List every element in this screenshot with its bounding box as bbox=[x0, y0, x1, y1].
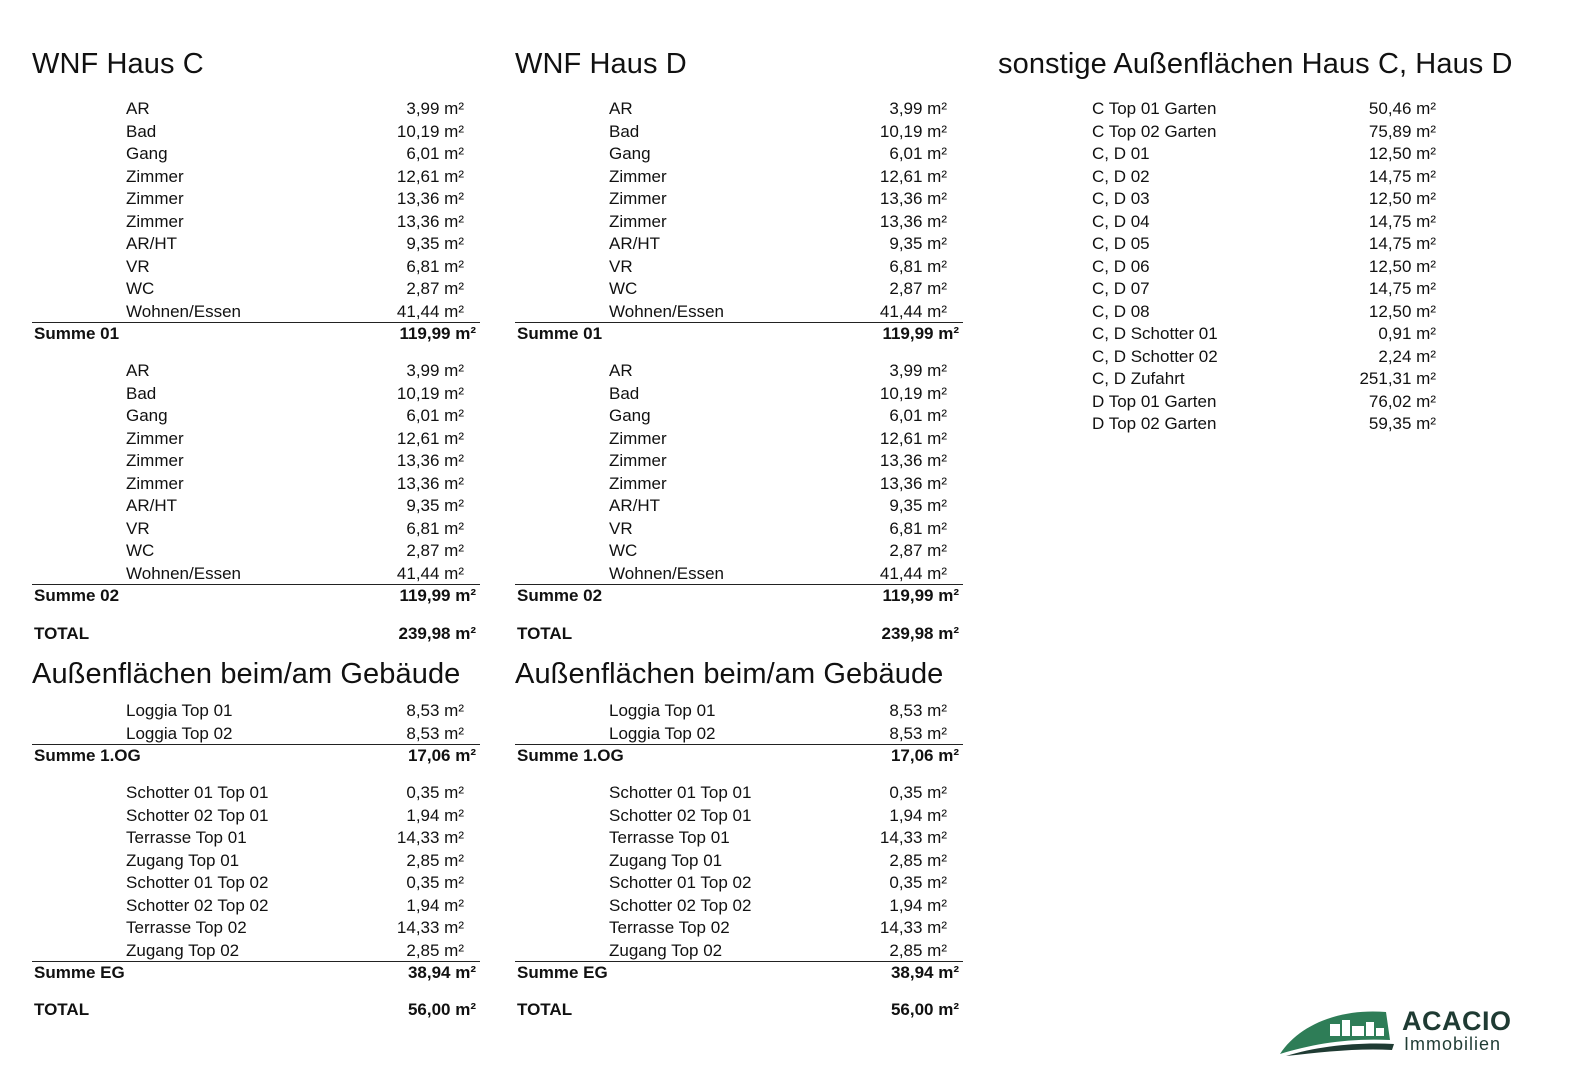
room-label: VR bbox=[609, 256, 633, 276]
area-value: 12,50 m² bbox=[1368, 144, 1436, 163]
area-value: 1,94 m² bbox=[406, 805, 464, 825]
room-label: Wohnen/Essen bbox=[126, 563, 241, 583]
room-label: Schotter 01 Top 02 bbox=[609, 873, 752, 892]
area-row bbox=[32, 540, 480, 563]
area-row bbox=[32, 850, 480, 873]
room-label: Zimmer bbox=[126, 211, 184, 231]
area-value: 6,01 m² bbox=[406, 144, 464, 163]
logo-name: ACACIO bbox=[1402, 1006, 1512, 1036]
room-label: Bad bbox=[609, 383, 640, 403]
area-row bbox=[515, 540, 963, 563]
area-row bbox=[1092, 391, 1452, 414]
area-value: 10,19 m² bbox=[396, 383, 464, 403]
area-value: 2,85 m² bbox=[406, 940, 464, 960]
area-label: C Top 02 Garten bbox=[1092, 121, 1217, 141]
area-row bbox=[1092, 301, 1452, 324]
area-label: C, D 01 bbox=[1092, 144, 1150, 163]
area-row bbox=[32, 827, 480, 850]
area-value: 3,99 m² bbox=[889, 361, 947, 380]
room-label: Bad bbox=[609, 121, 640, 141]
haus-d-outside-heading: Außenflächen beim/am Gebäude bbox=[515, 658, 944, 690]
area-value: 13,36 m² bbox=[879, 473, 947, 493]
haus-c-eg-block bbox=[32, 782, 480, 986]
room-label: WC bbox=[609, 279, 638, 298]
area-row bbox=[32, 360, 480, 383]
room-label: Gang bbox=[126, 144, 168, 163]
area-value: 14,33 m² bbox=[879, 828, 947, 847]
area-row bbox=[32, 917, 480, 940]
area-row bbox=[32, 723, 480, 746]
room-label: Zimmer bbox=[126, 189, 184, 208]
area-value: 14,33 m² bbox=[879, 918, 947, 937]
area-value: 13,36 m² bbox=[396, 189, 464, 208]
sum-row bbox=[515, 322, 963, 347]
room-label: WC bbox=[126, 279, 155, 298]
sum-value: 17,06 m² bbox=[890, 746, 959, 765]
area-value: 2,85 m² bbox=[406, 850, 464, 870]
area-row bbox=[32, 233, 480, 256]
area-value: 12,61 m² bbox=[396, 428, 464, 448]
area-row bbox=[1092, 98, 1452, 121]
area-row bbox=[32, 166, 480, 189]
area-value: 13,36 m² bbox=[879, 189, 947, 208]
haus-d-block2 bbox=[515, 360, 963, 609]
area-row bbox=[515, 805, 963, 828]
area-value: 14,75 m² bbox=[1368, 279, 1436, 298]
area-value: 12,50 m² bbox=[1368, 256, 1436, 276]
area-row bbox=[515, 256, 963, 279]
room-label: AR bbox=[609, 361, 633, 380]
area-row bbox=[1092, 413, 1452, 436]
area-row bbox=[515, 143, 963, 166]
area-value: 14,33 m² bbox=[396, 828, 464, 847]
haus-d-block1 bbox=[515, 98, 963, 347]
sum-value: 38,94 m² bbox=[407, 963, 476, 982]
room-label: AR bbox=[126, 361, 150, 380]
area-value: 41,44 m² bbox=[879, 301, 947, 321]
area-row bbox=[32, 256, 480, 279]
area-row bbox=[515, 518, 963, 541]
room-label: VR bbox=[609, 518, 633, 538]
area-row bbox=[1092, 143, 1452, 166]
area-row bbox=[32, 872, 480, 895]
area-value: 8,53 m² bbox=[889, 723, 947, 743]
room-label: Zimmer bbox=[609, 166, 667, 186]
area-row bbox=[32, 121, 480, 144]
area-label: C, D Zufahrt bbox=[1092, 369, 1185, 388]
area-value: 13,36 m² bbox=[879, 211, 947, 231]
sonstige-list bbox=[1092, 98, 1452, 436]
room-label: Zimmer bbox=[126, 428, 184, 448]
area-row bbox=[515, 917, 963, 940]
area-row bbox=[515, 700, 963, 723]
area-row bbox=[32, 782, 480, 805]
area-value: 0,35 m² bbox=[406, 873, 464, 892]
area-row bbox=[515, 428, 963, 451]
room-label: Zugang Top 01 bbox=[609, 850, 723, 870]
area-value: 8,53 m² bbox=[889, 701, 947, 720]
room-label: Schotter 02 Top 02 bbox=[609, 895, 752, 915]
room-label: AR/HT bbox=[126, 496, 177, 515]
area-value: 8,53 m² bbox=[406, 723, 464, 743]
area-value: 2,87 m² bbox=[889, 279, 947, 298]
area-row bbox=[32, 211, 480, 234]
area-row bbox=[515, 850, 963, 873]
area-row bbox=[515, 188, 963, 211]
room-label: WC bbox=[126, 541, 155, 560]
area-row bbox=[32, 700, 480, 723]
area-row bbox=[515, 121, 963, 144]
area-row bbox=[32, 473, 480, 496]
area-value: 41,44 m² bbox=[396, 563, 464, 583]
sum-value: 119,99 m² bbox=[882, 586, 959, 605]
room-label: Zugang Top 02 bbox=[126, 940, 240, 960]
area-row bbox=[515, 278, 963, 301]
area-value: 9,35 m² bbox=[889, 496, 947, 515]
area-value: 10,19 m² bbox=[879, 383, 947, 403]
area-row bbox=[1092, 346, 1452, 369]
room-label: Wohnen/Essen bbox=[609, 301, 724, 321]
room-label: Loggia Top 02 bbox=[609, 723, 716, 743]
sum-row bbox=[515, 744, 963, 769]
room-label: Schotter 01 Top 01 bbox=[126, 783, 269, 802]
area-row bbox=[32, 428, 480, 451]
room-label: Bad bbox=[126, 121, 157, 141]
area-value: 8,53 m² bbox=[406, 701, 464, 720]
sonstige-heading: sonstige Außenflächen Haus C, Haus D bbox=[998, 48, 1513, 80]
room-label: Terrasse Top 01 bbox=[609, 828, 730, 847]
haus-c-block1 bbox=[32, 98, 480, 347]
area-row bbox=[515, 233, 963, 256]
room-label: Gang bbox=[126, 406, 168, 425]
area-value: 1,94 m² bbox=[889, 895, 947, 915]
area-row bbox=[1092, 278, 1452, 301]
room-label: Loggia Top 01 bbox=[609, 701, 716, 720]
area-value: 14,33 m² bbox=[396, 918, 464, 937]
area-row bbox=[515, 563, 963, 586]
room-label: Zimmer bbox=[609, 189, 667, 208]
area-row bbox=[32, 301, 480, 324]
area-value: 10,19 m² bbox=[396, 121, 464, 141]
sum-row bbox=[32, 322, 480, 347]
room-label: Schotter 01 Top 02 bbox=[126, 873, 269, 892]
room-label: Terrasse Top 02 bbox=[609, 918, 730, 937]
logo-subtitle: Immobilien bbox=[1404, 1034, 1502, 1054]
area-value: 13,36 m² bbox=[396, 473, 464, 493]
area-row bbox=[32, 895, 480, 918]
total-label: TOTAL bbox=[34, 624, 90, 643]
area-value: 14,75 m² bbox=[1368, 211, 1436, 231]
area-value: 2,85 m² bbox=[889, 940, 947, 960]
area-value: 6,81 m² bbox=[889, 518, 947, 538]
haus-d-total-row bbox=[515, 621, 963, 647]
area-label: C Top 01 Garten bbox=[1092, 99, 1217, 118]
sum-row bbox=[32, 584, 480, 609]
haus-c-outside-heading: Außenflächen beim/am Gebäude bbox=[32, 658, 461, 690]
haus-c-heading: WNF Haus C bbox=[32, 48, 204, 80]
area-row bbox=[32, 940, 480, 963]
area-value: 75,89 m² bbox=[1368, 121, 1436, 141]
area-value: 2,85 m² bbox=[889, 850, 947, 870]
area-row bbox=[32, 383, 480, 406]
total-value: 239,98 m² bbox=[881, 624, 959, 643]
area-row bbox=[1092, 211, 1452, 234]
room-label: AR bbox=[609, 99, 633, 118]
area-value: 6,81 m² bbox=[889, 256, 947, 276]
area-value: 6,01 m² bbox=[406, 406, 464, 425]
area-value: 13,36 m² bbox=[396, 211, 464, 231]
room-label: Zimmer bbox=[609, 451, 667, 470]
area-value: 13,36 m² bbox=[396, 451, 464, 470]
area-label: C, D 08 bbox=[1092, 301, 1150, 321]
area-label: D Top 01 Garten bbox=[1092, 391, 1217, 411]
area-value: 41,44 m² bbox=[396, 301, 464, 321]
room-label: Bad bbox=[126, 383, 157, 403]
area-row bbox=[515, 98, 963, 121]
area-label: C, D Schotter 01 bbox=[1092, 324, 1218, 343]
area-value: 2,87 m² bbox=[406, 279, 464, 298]
area-row bbox=[515, 723, 963, 746]
area-row bbox=[1092, 323, 1452, 346]
area-value: 9,35 m² bbox=[406, 234, 464, 253]
area-value: 14,75 m² bbox=[1368, 166, 1436, 186]
area-row bbox=[515, 473, 963, 496]
sum-label: Summe EG bbox=[517, 963, 608, 982]
area-value: 0,35 m² bbox=[889, 783, 947, 802]
area-value: 12,61 m² bbox=[396, 166, 464, 186]
sum-row bbox=[515, 584, 963, 609]
room-label: Terrasse Top 02 bbox=[126, 918, 247, 937]
area-value: 12,61 m² bbox=[879, 166, 947, 186]
total-value: 56,00 m² bbox=[407, 1000, 476, 1019]
total-value: 56,00 m² bbox=[890, 1000, 959, 1019]
area-value: 12,50 m² bbox=[1368, 189, 1436, 208]
area-row bbox=[515, 166, 963, 189]
room-label: Wohnen/Essen bbox=[126, 301, 241, 321]
area-row bbox=[32, 188, 480, 211]
area-row bbox=[515, 895, 963, 918]
area-row bbox=[1092, 233, 1452, 256]
area-row bbox=[32, 98, 480, 121]
room-label: Zimmer bbox=[126, 473, 184, 493]
area-value: 12,61 m² bbox=[879, 428, 947, 448]
area-row bbox=[32, 518, 480, 541]
sum-row bbox=[32, 961, 480, 986]
area-row bbox=[515, 301, 963, 324]
area-value: 2,24 m² bbox=[1378, 346, 1436, 366]
sum-value: 119,99 m² bbox=[882, 324, 959, 343]
room-label: Loggia Top 01 bbox=[126, 701, 233, 720]
area-row bbox=[32, 143, 480, 166]
area-value: 13,36 m² bbox=[879, 451, 947, 470]
area-value: 6,81 m² bbox=[406, 256, 464, 276]
room-label: Schotter 01 Top 01 bbox=[609, 783, 752, 802]
area-value: 76,02 m² bbox=[1368, 391, 1436, 411]
area-value: 41,44 m² bbox=[879, 563, 947, 583]
area-row bbox=[515, 360, 963, 383]
area-row bbox=[515, 495, 963, 518]
area-value: 1,94 m² bbox=[406, 895, 464, 915]
haus-d-heading: WNF Haus D bbox=[515, 48, 687, 80]
room-label: Loggia Top 02 bbox=[126, 723, 233, 743]
total-label: TOTAL bbox=[517, 624, 573, 643]
area-row bbox=[1092, 368, 1452, 391]
area-value: 9,35 m² bbox=[889, 234, 947, 253]
room-label: Zugang Top 01 bbox=[126, 850, 240, 870]
area-label: C, D 02 bbox=[1092, 166, 1150, 186]
haus-c-outside-total-row bbox=[32, 997, 480, 1023]
room-label: Zugang Top 02 bbox=[609, 940, 723, 960]
total-label: TOTAL bbox=[517, 1000, 573, 1019]
area-value: 14,75 m² bbox=[1368, 234, 1436, 253]
sum-row bbox=[515, 961, 963, 986]
room-label: Gang bbox=[609, 144, 651, 163]
room-label: AR bbox=[126, 99, 150, 118]
sum-label: Summe 1.OG bbox=[34, 746, 141, 765]
area-label: C, D 05 bbox=[1092, 234, 1150, 253]
sum-value: 119,99 m² bbox=[399, 324, 476, 343]
sum-label: Summe EG bbox=[34, 963, 125, 982]
total-value: 239,98 m² bbox=[398, 624, 476, 643]
area-row bbox=[1092, 166, 1452, 189]
area-value: 3,99 m² bbox=[406, 361, 464, 380]
room-label: Schotter 02 Top 02 bbox=[126, 895, 269, 915]
sum-value: 38,94 m² bbox=[890, 963, 959, 982]
area-value: 0,91 m² bbox=[1378, 324, 1436, 343]
area-row bbox=[32, 805, 480, 828]
area-row bbox=[515, 450, 963, 473]
room-label: WC bbox=[609, 541, 638, 560]
area-row bbox=[32, 278, 480, 301]
sum-row bbox=[32, 744, 480, 769]
area-value: 2,87 m² bbox=[889, 541, 947, 560]
room-label: AR/HT bbox=[609, 234, 660, 253]
sum-label: Summe 01 bbox=[34, 324, 120, 343]
room-label: AR/HT bbox=[609, 496, 660, 515]
sum-value: 17,06 m² bbox=[407, 746, 476, 765]
total-label: TOTAL bbox=[34, 1000, 90, 1019]
sum-label: Summe 01 bbox=[517, 324, 603, 343]
sum-label: Summe 1.OG bbox=[517, 746, 624, 765]
haus-c-block2 bbox=[32, 360, 480, 609]
area-label: C, D 04 bbox=[1092, 211, 1150, 231]
room-label: Zimmer bbox=[126, 451, 184, 470]
room-label: Gang bbox=[609, 406, 651, 425]
room-label: Zimmer bbox=[126, 166, 184, 186]
haus-d-og-block bbox=[515, 700, 963, 769]
area-row bbox=[515, 940, 963, 963]
area-row bbox=[32, 563, 480, 586]
area-row bbox=[1092, 188, 1452, 211]
area-value: 6,81 m² bbox=[406, 518, 464, 538]
area-row bbox=[32, 405, 480, 428]
area-row bbox=[32, 450, 480, 473]
area-row bbox=[515, 383, 963, 406]
area-value: 12,50 m² bbox=[1368, 301, 1436, 321]
area-value: 0,35 m² bbox=[889, 873, 947, 892]
haus-c-total-row bbox=[32, 621, 480, 647]
sum-value: 119,99 m² bbox=[399, 586, 476, 605]
area-value: 3,99 m² bbox=[889, 99, 947, 118]
area-value: 3,99 m² bbox=[406, 99, 464, 118]
area-value: 50,46 m² bbox=[1368, 99, 1436, 118]
room-label: VR bbox=[126, 256, 150, 276]
area-row bbox=[515, 782, 963, 805]
area-row bbox=[515, 872, 963, 895]
haus-c-og-block bbox=[32, 700, 480, 769]
sum-label: Summe 02 bbox=[517, 586, 603, 605]
area-label: C, D 07 bbox=[1092, 279, 1150, 298]
area-row bbox=[1092, 256, 1452, 279]
area-value: 9,35 m² bbox=[406, 496, 464, 515]
area-value: 0,35 m² bbox=[406, 783, 464, 802]
acacio-logo bbox=[1278, 1002, 1538, 1062]
area-value: 6,01 m² bbox=[889, 144, 947, 163]
area-row bbox=[32, 495, 480, 518]
sum-label: Summe 02 bbox=[34, 586, 120, 605]
room-label: Schotter 02 Top 01 bbox=[609, 805, 752, 825]
area-value: 2,87 m² bbox=[406, 541, 464, 560]
area-label: C, D Schotter 02 bbox=[1092, 346, 1218, 366]
room-label: Zimmer bbox=[609, 428, 667, 448]
room-label: Zimmer bbox=[609, 473, 667, 493]
area-label: C, D 03 bbox=[1092, 189, 1150, 208]
area-label: D Top 02 Garten bbox=[1092, 414, 1217, 433]
room-label: Wohnen/Essen bbox=[609, 563, 724, 583]
room-label: Zimmer bbox=[609, 211, 667, 231]
room-label: AR/HT bbox=[126, 234, 177, 253]
area-value: 10,19 m² bbox=[879, 121, 947, 141]
area-row bbox=[1092, 121, 1452, 144]
area-label: C, D 06 bbox=[1092, 256, 1150, 276]
haus-d-outside-total-row bbox=[515, 997, 963, 1023]
haus-d-eg-block bbox=[515, 782, 963, 986]
area-row bbox=[515, 827, 963, 850]
area-row bbox=[515, 405, 963, 428]
area-row bbox=[515, 211, 963, 234]
room-label: Terrasse Top 01 bbox=[126, 828, 247, 847]
room-label: Schotter 02 Top 01 bbox=[126, 805, 269, 825]
area-value: 59,35 m² bbox=[1368, 414, 1436, 433]
area-value: 1,94 m² bbox=[889, 805, 947, 825]
area-value: 6,01 m² bbox=[889, 406, 947, 425]
room-label: VR bbox=[126, 518, 150, 538]
area-value: 251,31 m² bbox=[1359, 369, 1436, 388]
